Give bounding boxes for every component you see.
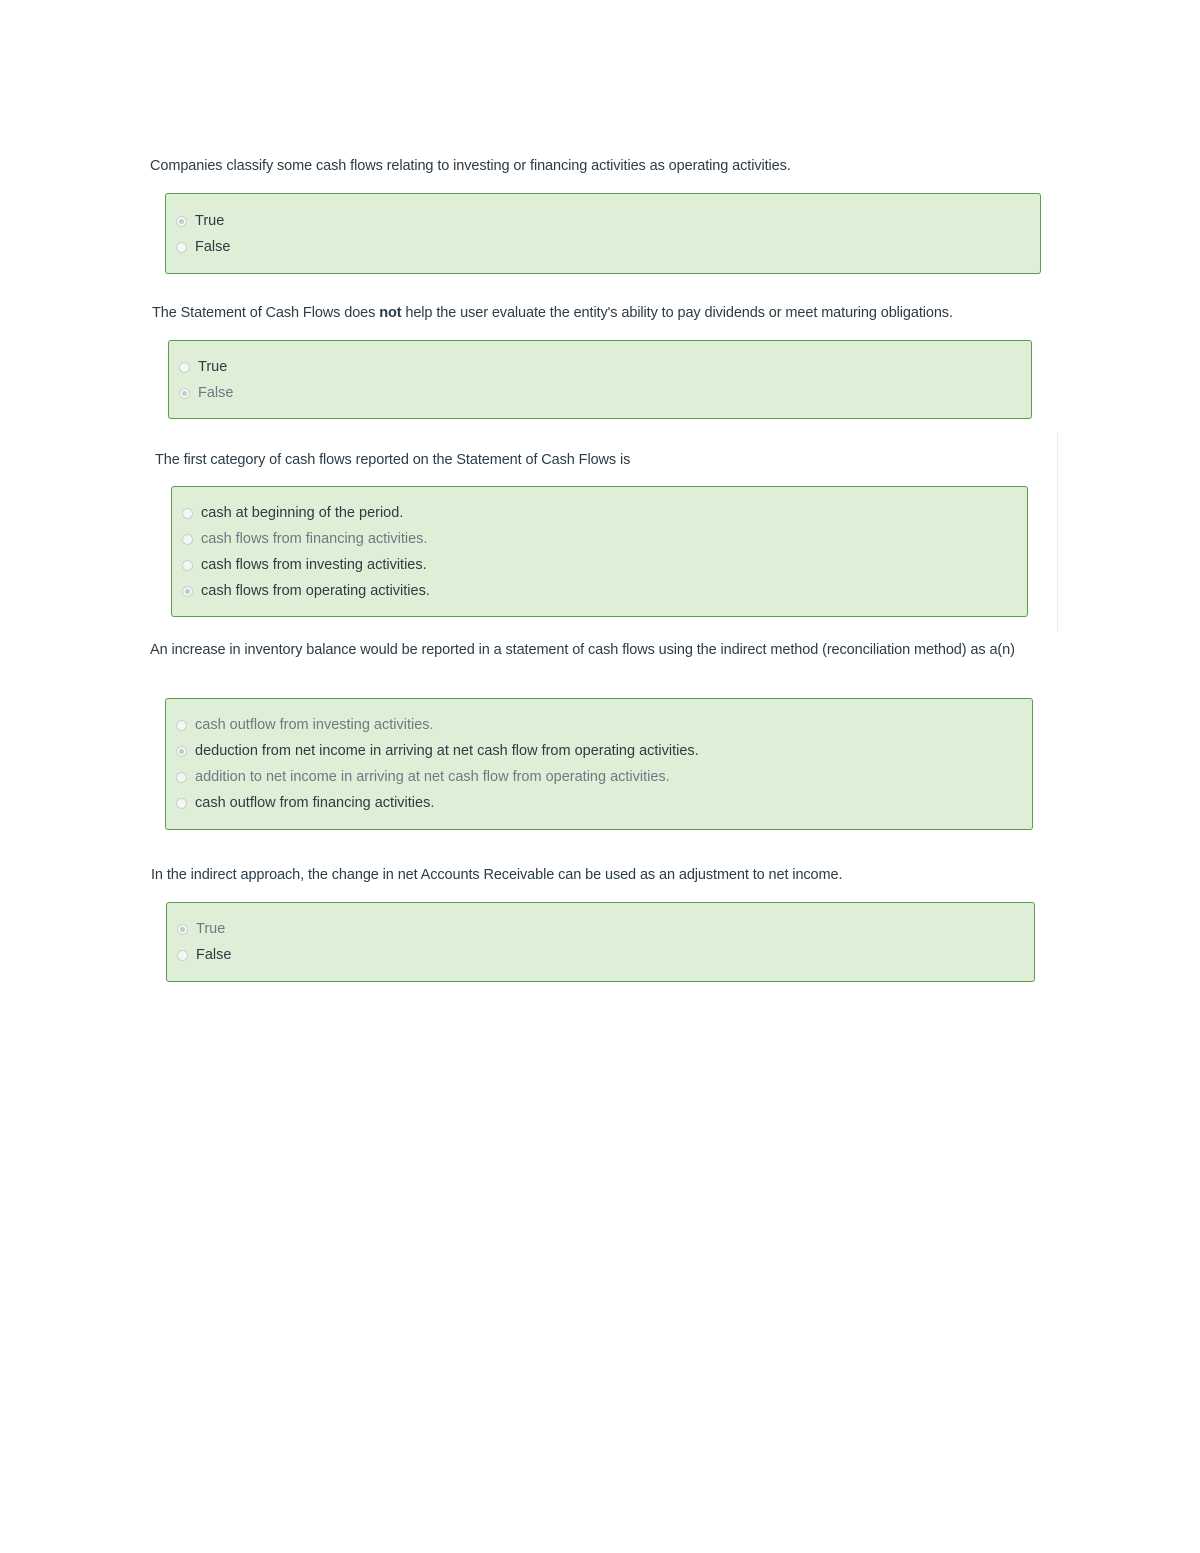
question-3-answer-box (171, 486, 1028, 617)
option-label: cash outflow from financing activities. (195, 795, 435, 811)
question-5-text: In the indirect approach, the change in net Accounts Receivable can be used as an adjustment to net income. (151, 867, 843, 883)
question-2-text-before: The Statement of Cash Flows does (152, 305, 380, 321)
option-label: cash flows from investing activities. (201, 557, 427, 573)
radio-button[interactable] (176, 772, 187, 783)
radio-button[interactable] (176, 720, 187, 731)
option-label: True (196, 921, 226, 937)
question-1-text: Companies classify some cash flows relating to investing or financing activities as operating activities. (150, 158, 791, 174)
divider (1057, 432, 1058, 632)
option-false[interactable] (176, 235, 230, 259)
option-label: False (196, 947, 232, 963)
question-4-text: An increase in inventory balance would be reported in a statement of cash flows using the indirect method (reconciliation method) as a(n) (150, 642, 1015, 658)
radio-button[interactable] (179, 362, 190, 373)
option-label: cash flows from financing activities. (201, 531, 428, 547)
option-label: False (195, 239, 231, 255)
radio-button[interactable] (182, 508, 193, 519)
option-true[interactable] (179, 355, 227, 379)
radio-button[interactable] (176, 242, 187, 253)
option-label: True (198, 359, 228, 375)
option-true[interactable] (177, 917, 225, 941)
question-1-answer-box (165, 193, 1041, 274)
option-4[interactable] (176, 791, 434, 815)
option-1[interactable] (182, 501, 403, 525)
option-false[interactable] (177, 943, 231, 967)
option-1[interactable] (176, 713, 434, 737)
option-label: addition to net income in arriving at net cash flow from operating activities. (195, 769, 670, 785)
option-label: True (195, 213, 225, 229)
option-3[interactable] (176, 765, 670, 789)
option-2[interactable] (176, 739, 699, 763)
option-true[interactable] (176, 209, 224, 233)
option-label: deduction from net income in arriving at net cash flow from operating activities. (195, 743, 699, 759)
option-3[interactable] (182, 553, 427, 577)
radio-button[interactable] (182, 534, 193, 545)
option-label: cash flows from operating activities. (201, 583, 430, 599)
radio-button[interactable] (176, 798, 187, 809)
radio-button-selected[interactable] (176, 216, 187, 227)
question-2-text (152, 303, 1052, 324)
question-3-text: The first category of cash flows reported on the Statement of Cash Flows is (155, 452, 631, 468)
option-4[interactable] (182, 579, 430, 603)
question-2-text-after: help the user evaluate the entity's ability to pay dividends or meet maturing obligations. (401, 305, 953, 321)
option-2[interactable] (182, 527, 427, 551)
radio-button-selected[interactable] (176, 746, 187, 757)
radio-button-selected[interactable] (179, 388, 190, 399)
question-2-answer-box (168, 340, 1032, 419)
option-false[interactable] (179, 381, 233, 405)
radio-button-selected[interactable] (182, 586, 193, 597)
question-4-answer-box (165, 698, 1033, 830)
question-5-answer-box (166, 902, 1035, 982)
question-2-text-emphasis: not (379, 305, 402, 321)
radio-button-selected[interactable] (177, 924, 188, 935)
option-label: False (198, 385, 234, 401)
option-label: cash at beginning of the period. (201, 505, 404, 521)
option-label: cash outflow from investing activities. (195, 717, 434, 733)
radio-button[interactable] (177, 950, 188, 961)
radio-button[interactable] (182, 560, 193, 571)
